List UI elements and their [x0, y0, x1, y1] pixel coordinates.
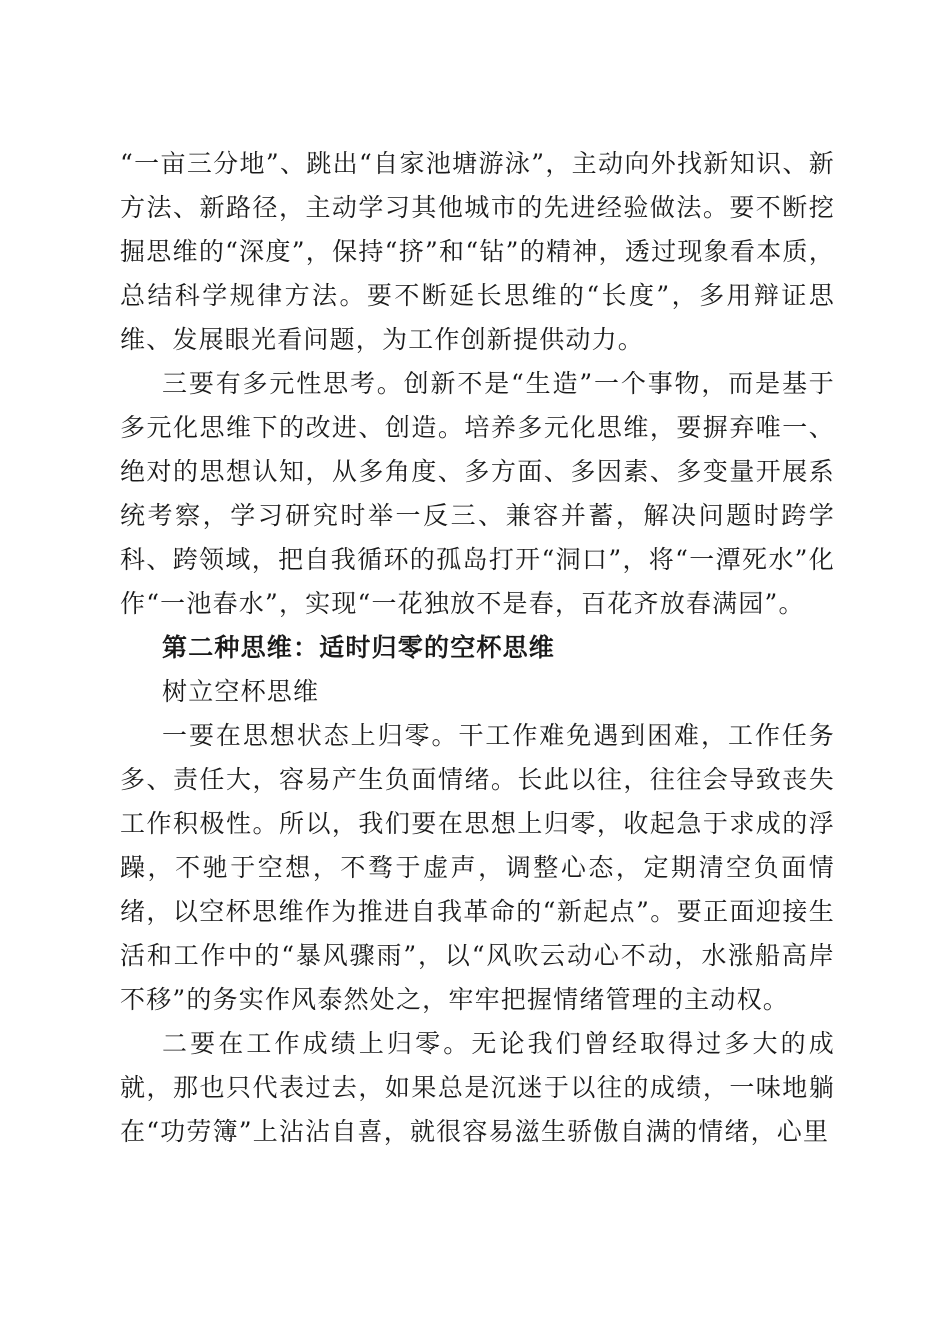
document-body — [120, 142, 835, 1154]
paragraph-diverse-thinking: 三要有多元性思考。创新不是“生造”一个事物，而是基于多元化思维下的改进、创造。培养多元化思维，要摒弃唯一、绝对的思想认知，从多角度、多方面、多因素、多变量开展系统考察，学习研究时举一反三、兼容并蓄，解决问题时跨学科、跨领域，把自我循环的孤岛打开“洞口”，将“一潭死水”化作“一池春水”，实现“一花独放不是春，百花齐放春满园”。 — [120, 369, 835, 618]
section-heading: 第二种思维：适时归零的空杯思维 — [162, 633, 556, 662]
paragraph-mindset-reset: 一要在思想状态上归零。干工作难免遇到困难，工作任务多、责任大，容易产生负面情绪。长此以往，往往会导致丧失工作积极性。所以，我们要在思想上归零，收起急于求成的浮躁，不驰于空想，不骛于虚声，调整心态，定期清空负面情绪，以空杯思维作为推进自我革命的“新起点”。要正面迎接生活和工作中的“暴风骤雨”，以“风吹云动心不动，水涨船高岸不移”的务实作风泰然处之，牢牢把握情绪管理的主动权。 — [120, 721, 835, 1014]
section-subheading: 树立空杯思维 — [162, 677, 320, 706]
paragraph-continuation: “一亩三分地”、跳出“自家池塘游泳”，主动向外找新知识、新方法、新路径，主动学习其他城市的先进经验做法。要不断挖掘思维的“深度”，保持“挤”和“钻”的精神，透过现象看本质，总结科学规律方法。要不断延长思维的“长度”，多用辩证思维、发展眼光看问题，为工作创新提供动力。 — [120, 149, 835, 354]
paragraph-achievement-reset: 二要在工作成绩上归零。无论我们曾经取得过多大的成就，那也只代表过去，如果总是沉迷于以往的成绩，一味地躺在“功劳簿”上沾沾自喜，就很容易滋生骄傲自满的情绪，心里 — [120, 1029, 835, 1146]
